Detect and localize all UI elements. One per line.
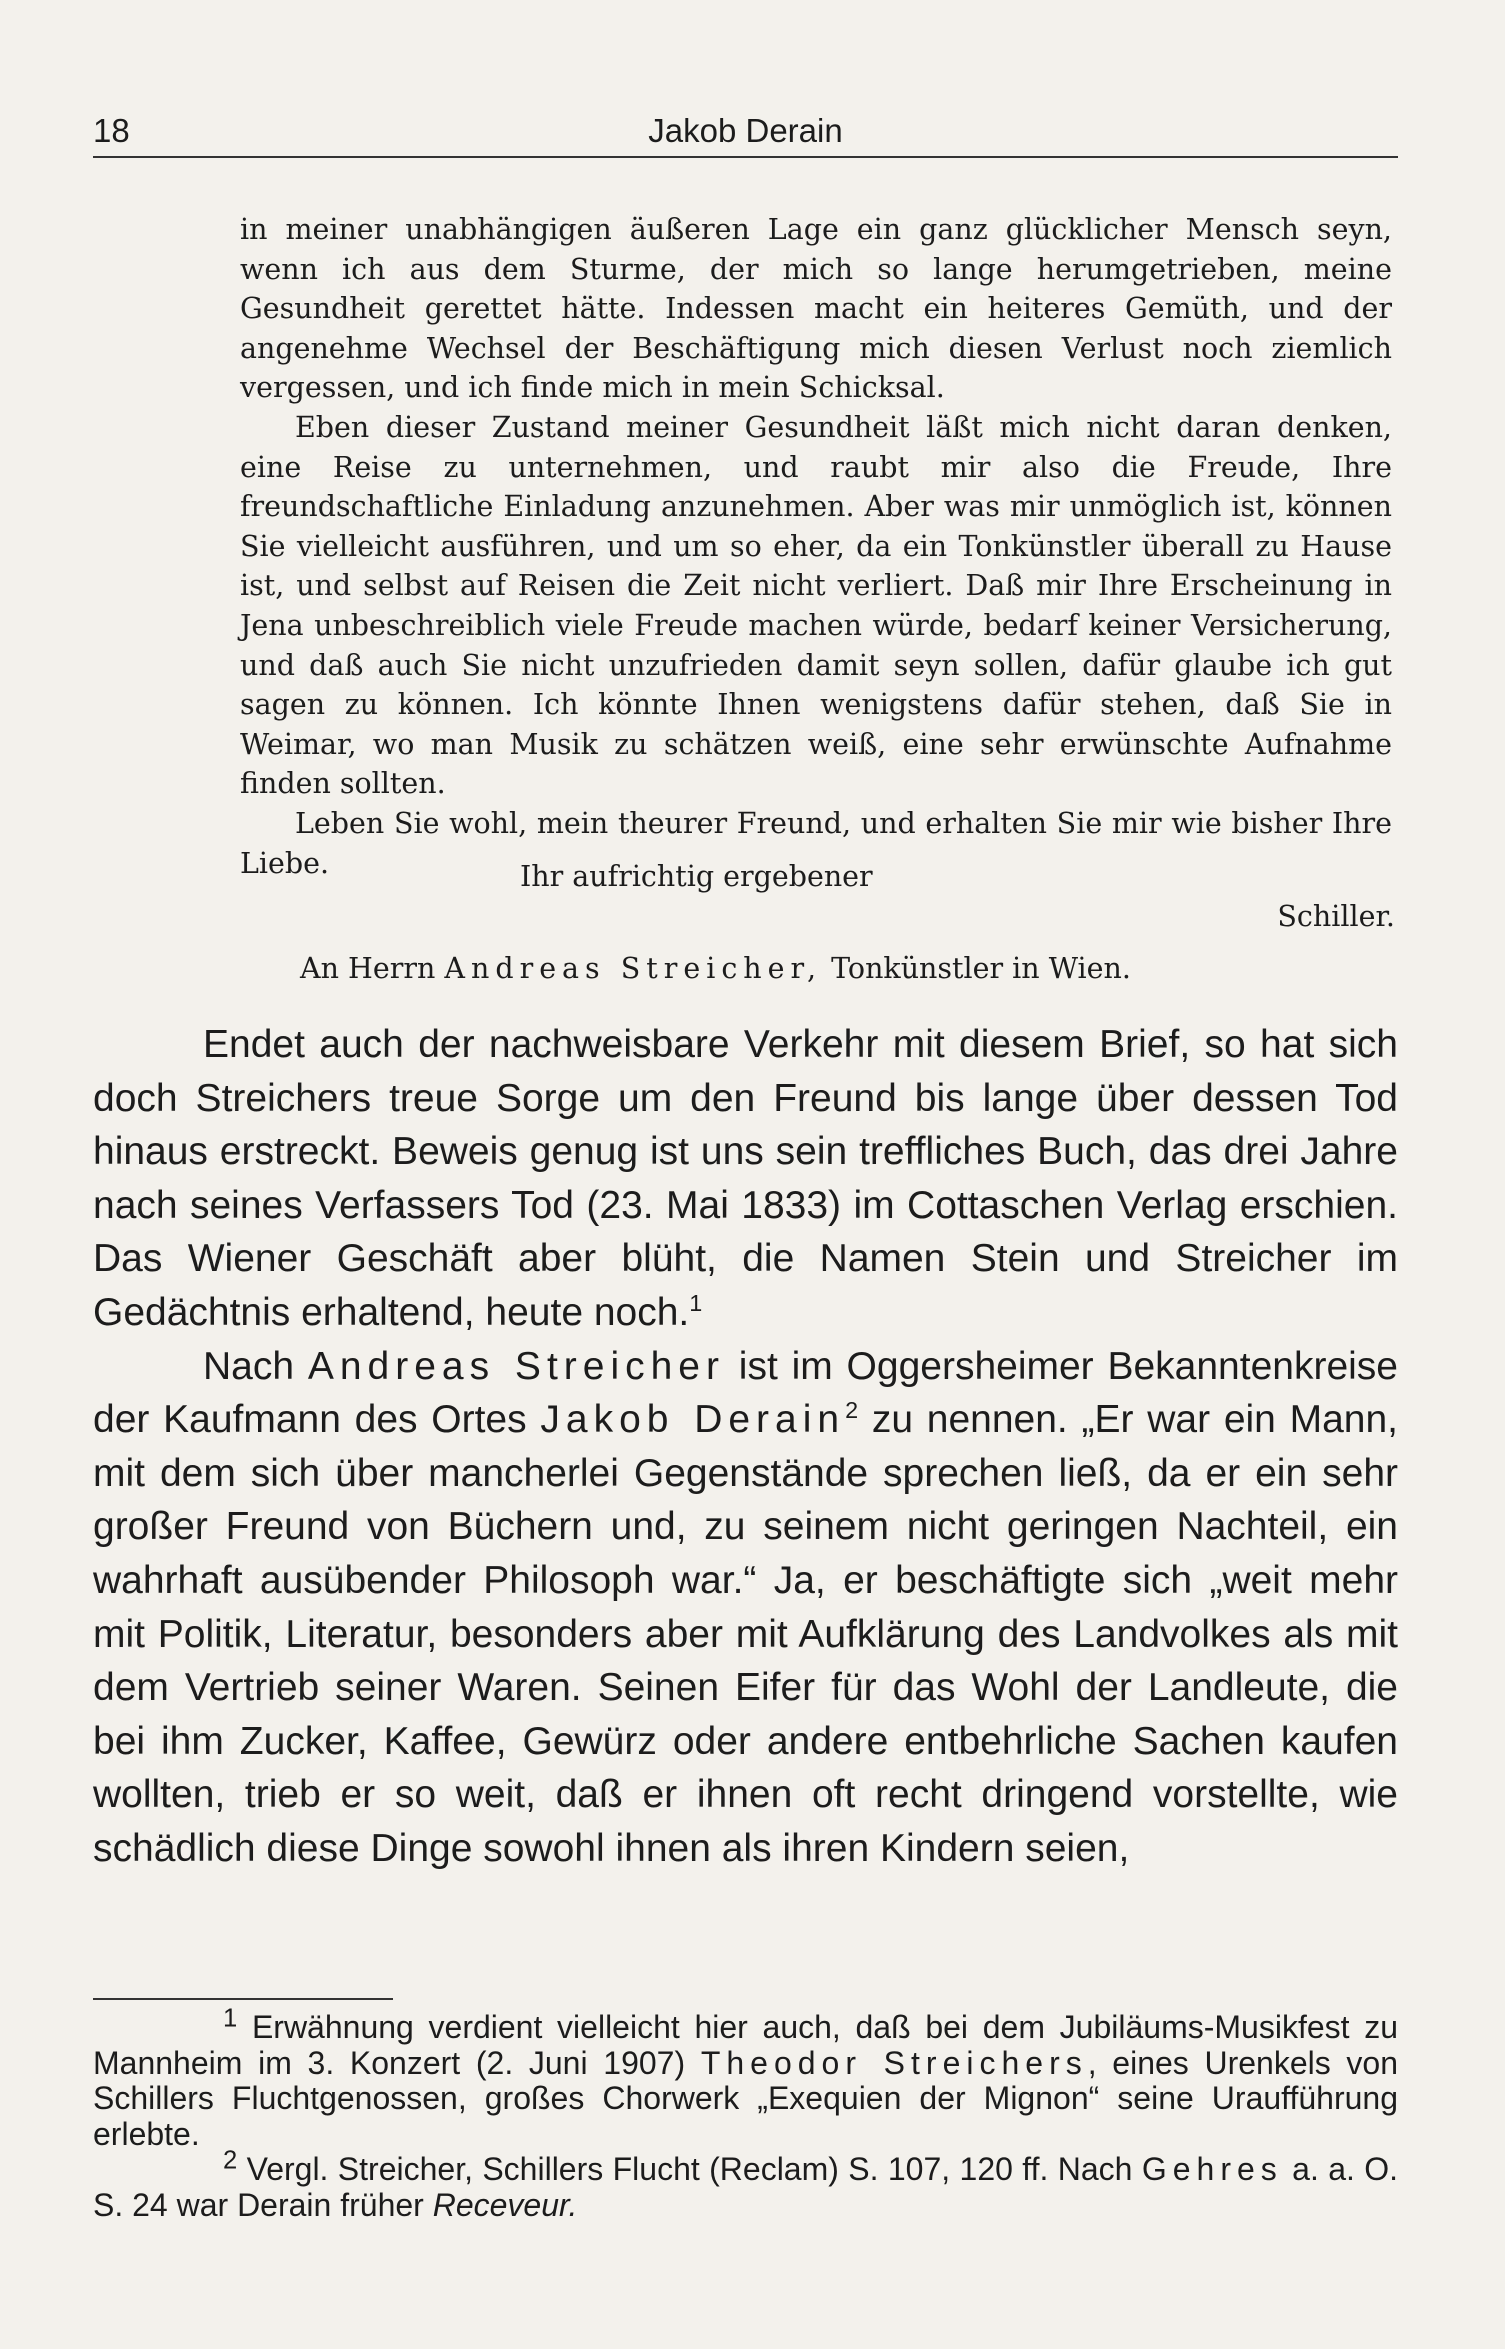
name-theodor-streichers: Theodor Streichers [700,2044,1088,2081]
body-paragraph [93,1018,1398,1340]
footnote-italic: Receveur. [432,2186,578,2223]
footnote-rule [93,1998,393,2000]
name-andreas-streicher: Andreas Streicher [307,1344,725,1388]
letter-address [300,952,1131,985]
footnote-text: Erwähnung verdient vielleicht hier auch, daß bei dem Jubiläums-Musikfest zu Mannheim im 3. Konzert (2. Juni 1907) [93,2009,1399,2081]
body-text-span: Nach [203,1344,295,1388]
letter-signature: Schiller. [1277,900,1395,933]
letter-paragraph: in meiner unabhängigen äußeren Lage ein ganz glücklicher Mensch seyn, wenn ich aus dem Sturme, der mich so lange herumgetrieben, meine Gesundheit gerettet hätte. Indessen macht ein heiteres Gemüth, und der angenehme Wechsel der Beschäftigung mich diesen Verlust noch ziemlich vergessen, und ich finde mich in mein Schicksal. [240,213,1392,405]
body-paragraph-1-text: Endet auch der nachweisbare Verkehr mit diesem Brief, so hat sich doch Streichers treue Sorge um den Freund bis lange über dessen Tod hinaus erstreckt. Beweis genug ist uns sein treffliches Buch, das drei Jahre nach seines Verfassers Tod (23. Mai 1833) im Cottaschen Verlag erschien. Das Wiener Geschäft aber blüht, die Namen Stein und Streicher im Gedächtnis erhaltend, heute noch. [93,1023,1398,1334]
body-text [93,1018,1398,1876]
footnote-ref-2: 2 [845,1397,859,1424]
page-header [93,108,1398,156]
body-paragraph [93,1340,1398,1876]
letter-paragraph: Eben dieser Zustand meiner Gesundheit läßt mich nicht daran denken, eine Reise zu unternehmen, und raubt mir also die Freude, Ihre freundschaftliche Einladung anzunehmen. Aber was mir unmöglich ist, können Sie vielleicht ausführen, und um so eher, da ein Tonkünstler überall zu Hause ist, und selbst auf Reisen die Zeit nicht verliert. Daß mir Ihre Erscheinung in Jena unbeschreiblich viele Freude machen würde, bedarf keiner Versicherung, und daß auch Sie nicht unzufrieden damit seyn sollen, dafür glaube ich gut sagen zu können. Ich könnte Ihnen wenigstens dafür stehen, daß Sie in Weimar, wo man Musik zu schätzen weiß, eine sehr erwünschte Aufnahme finden sollten. [240,410,1392,801]
footnote-text: a. a. O. S. 24 war Derain früher [93,2151,1399,2223]
header-rule [93,156,1398,158]
footnotes [93,2004,1399,2223]
footnote-number: 2 [223,2146,238,2175]
footnote-2 [93,2146,1399,2223]
footnote-text: , eines Urenkels von Schillers Fluchtgenossen, großes Chorwerk „Exequien der Mignon“ seine Uraufführung erlebte. [93,2044,1399,2152]
footnote-ref-1: 1 [689,1289,703,1316]
body-text-span: ist im Oggersheimer Bekanntenkreise der Kaufmann des Ortes [93,1344,1398,1442]
name-gehres: Gehres [1141,2151,1283,2187]
letter-closing: Ihr aufrichtig ergebener [520,860,873,893]
name-jakob-derain: Jakob Derain [540,1398,846,1442]
letter-quotation [240,210,1392,883]
address-suffix: Tonkünstler in Wien. [831,952,1131,985]
footnote-text: Vergl. Streicher, Schillers Flucht (Reclam) S. 107, 120 ff. Nach [246,2151,1133,2187]
letter-paragraph: Leben Sie wohl, mein theurer Freund, und erhalten Sie mir wie bisher Ihre Liebe. [240,806,1392,880]
footnote-number: 1 [223,2004,238,2033]
footnote-1 [93,2004,1399,2152]
address-prefix: An Herrn [300,952,436,985]
running-title: Jakob Derain [648,112,843,149]
address-name: Andreas Streicher, [444,952,823,985]
body-text-span: zu nennen. „Er war ein Mann, mit dem sich über mancherlei Gegenstände sprechen ließ, da er ein sehr großer Freund von Büchern und, zu seinem nicht geringen Nachteil, ein wahrhaft ausübender Philosoph war.“ Ja, er beschäftigte sich „weit mehr mit Politik, Literatur, besonders aber mit Aufklärung des Landvolkes als mit dem Vertrieb seiner Waren. Seinen Eifer für das Wohl der Landleute, die bei ihm Zucker, Kaffee, Gewürz oder andere entbehrliche Sachen kaufen wollten, trieb er so weit, daß er ihnen oft recht dringend vorstellte, wie schädlich diese Dinge sowohl ihnen als ihren Kindern seien, [93,1398,1398,1870]
page-number: 18 [93,112,130,149]
